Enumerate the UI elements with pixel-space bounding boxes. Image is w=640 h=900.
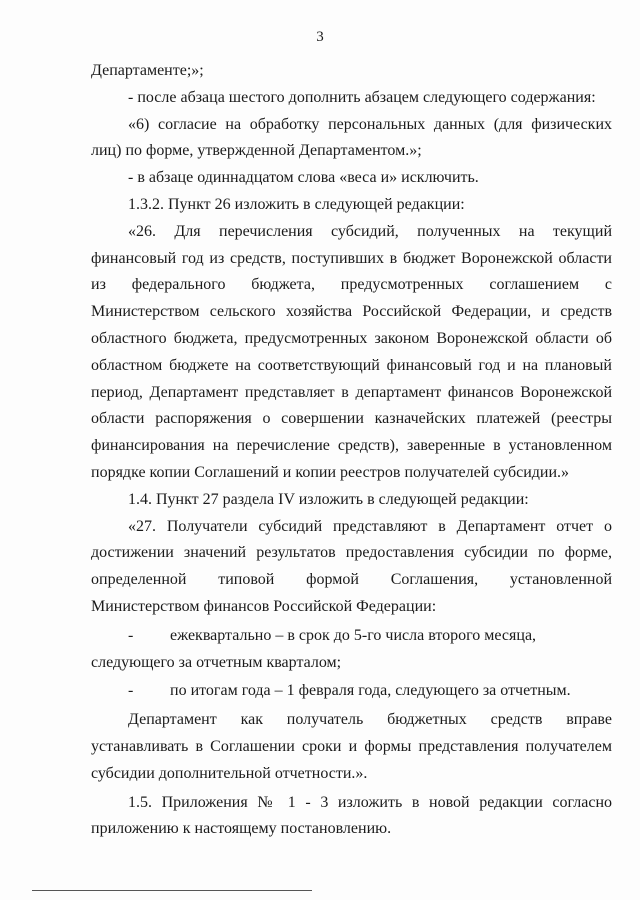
list-dash: - <box>128 682 134 700</box>
paragraph-amendment-instruction: - после абзаца шестого дополнить абзацем следующего содержания: <box>128 88 596 106</box>
paragraph-item-1-5: 1.5. Приложения № 1 - 3 изложить в новой редакции согласно приложению к настоящему постановлению. <box>91 793 612 838</box>
paragraph-consent-clause: «6) согласие на обработку персональных данных (для физических лиц) по форме, утвержденной Департаментом.»; <box>91 115 612 160</box>
document-body <box>91 58 612 843</box>
paragraph-exclude-words: - в абзаце одиннадцатом слова «веса и» исключить. <box>128 169 479 187</box>
paragraph-clause-26: «26. Для перечисления субсидий, полученных на текущий финансовый год из средств, поступивших в бюджет Воронежской области из федерального бюджета, предусмотренных соглашением с Министерством сельского хозяйства Российской Федерации, и средств областного бюджета, предусмотренных законом Воронежской области об областном бюджете на соответствующий финансовый год и на плановый период, Департамент представляет в департамент финансов Воронежской области распоряжения о совершении казначейских платежей (реестры финансирования на перечисление средств), заверенные в установленном порядке копии Соглашений и копии реестров получателей субсидии.» <box>91 222 612 481</box>
list-item-text: по итогам года – 1 февраля года, следующего за отчетным. <box>170 682 571 700</box>
list-item-text: ежеквартально – в срок до 5-го числа второго месяца, следующего за отчетным кварталом; <box>91 626 537 671</box>
paragraph-additional-reporting: Департамент как получатель бюджетных средств вправе устанавливать в Соглашении сроки и формы представления получателем субсидии дополнительной отчетности.». <box>91 711 612 782</box>
paragraph-clause-27: «27. Получатели субсидий представляют в Департамент отчет о достижении значений результатов предоставления субсидии по форме, определенной типовой формой Соглашения, установленной Министерством финансов Российской Федерации: <box>91 517 612 615</box>
paragraph-item-1-4: 1.4. Пункт 27 раздела IV изложить в следующей редакции: <box>128 490 529 508</box>
paragraph-item-1-3-2: 1.3.2. Пункт 26 изложить в следующей редакции: <box>128 195 465 213</box>
page-number: 3 <box>316 29 324 45</box>
list-item-quarterly <box>91 623 612 677</box>
list-item-annual <box>91 678 612 705</box>
footer-rule <box>32 890 312 891</box>
paragraph-continuation: Департаменте;»; <box>91 62 204 79</box>
list-dash: - <box>128 626 134 644</box>
